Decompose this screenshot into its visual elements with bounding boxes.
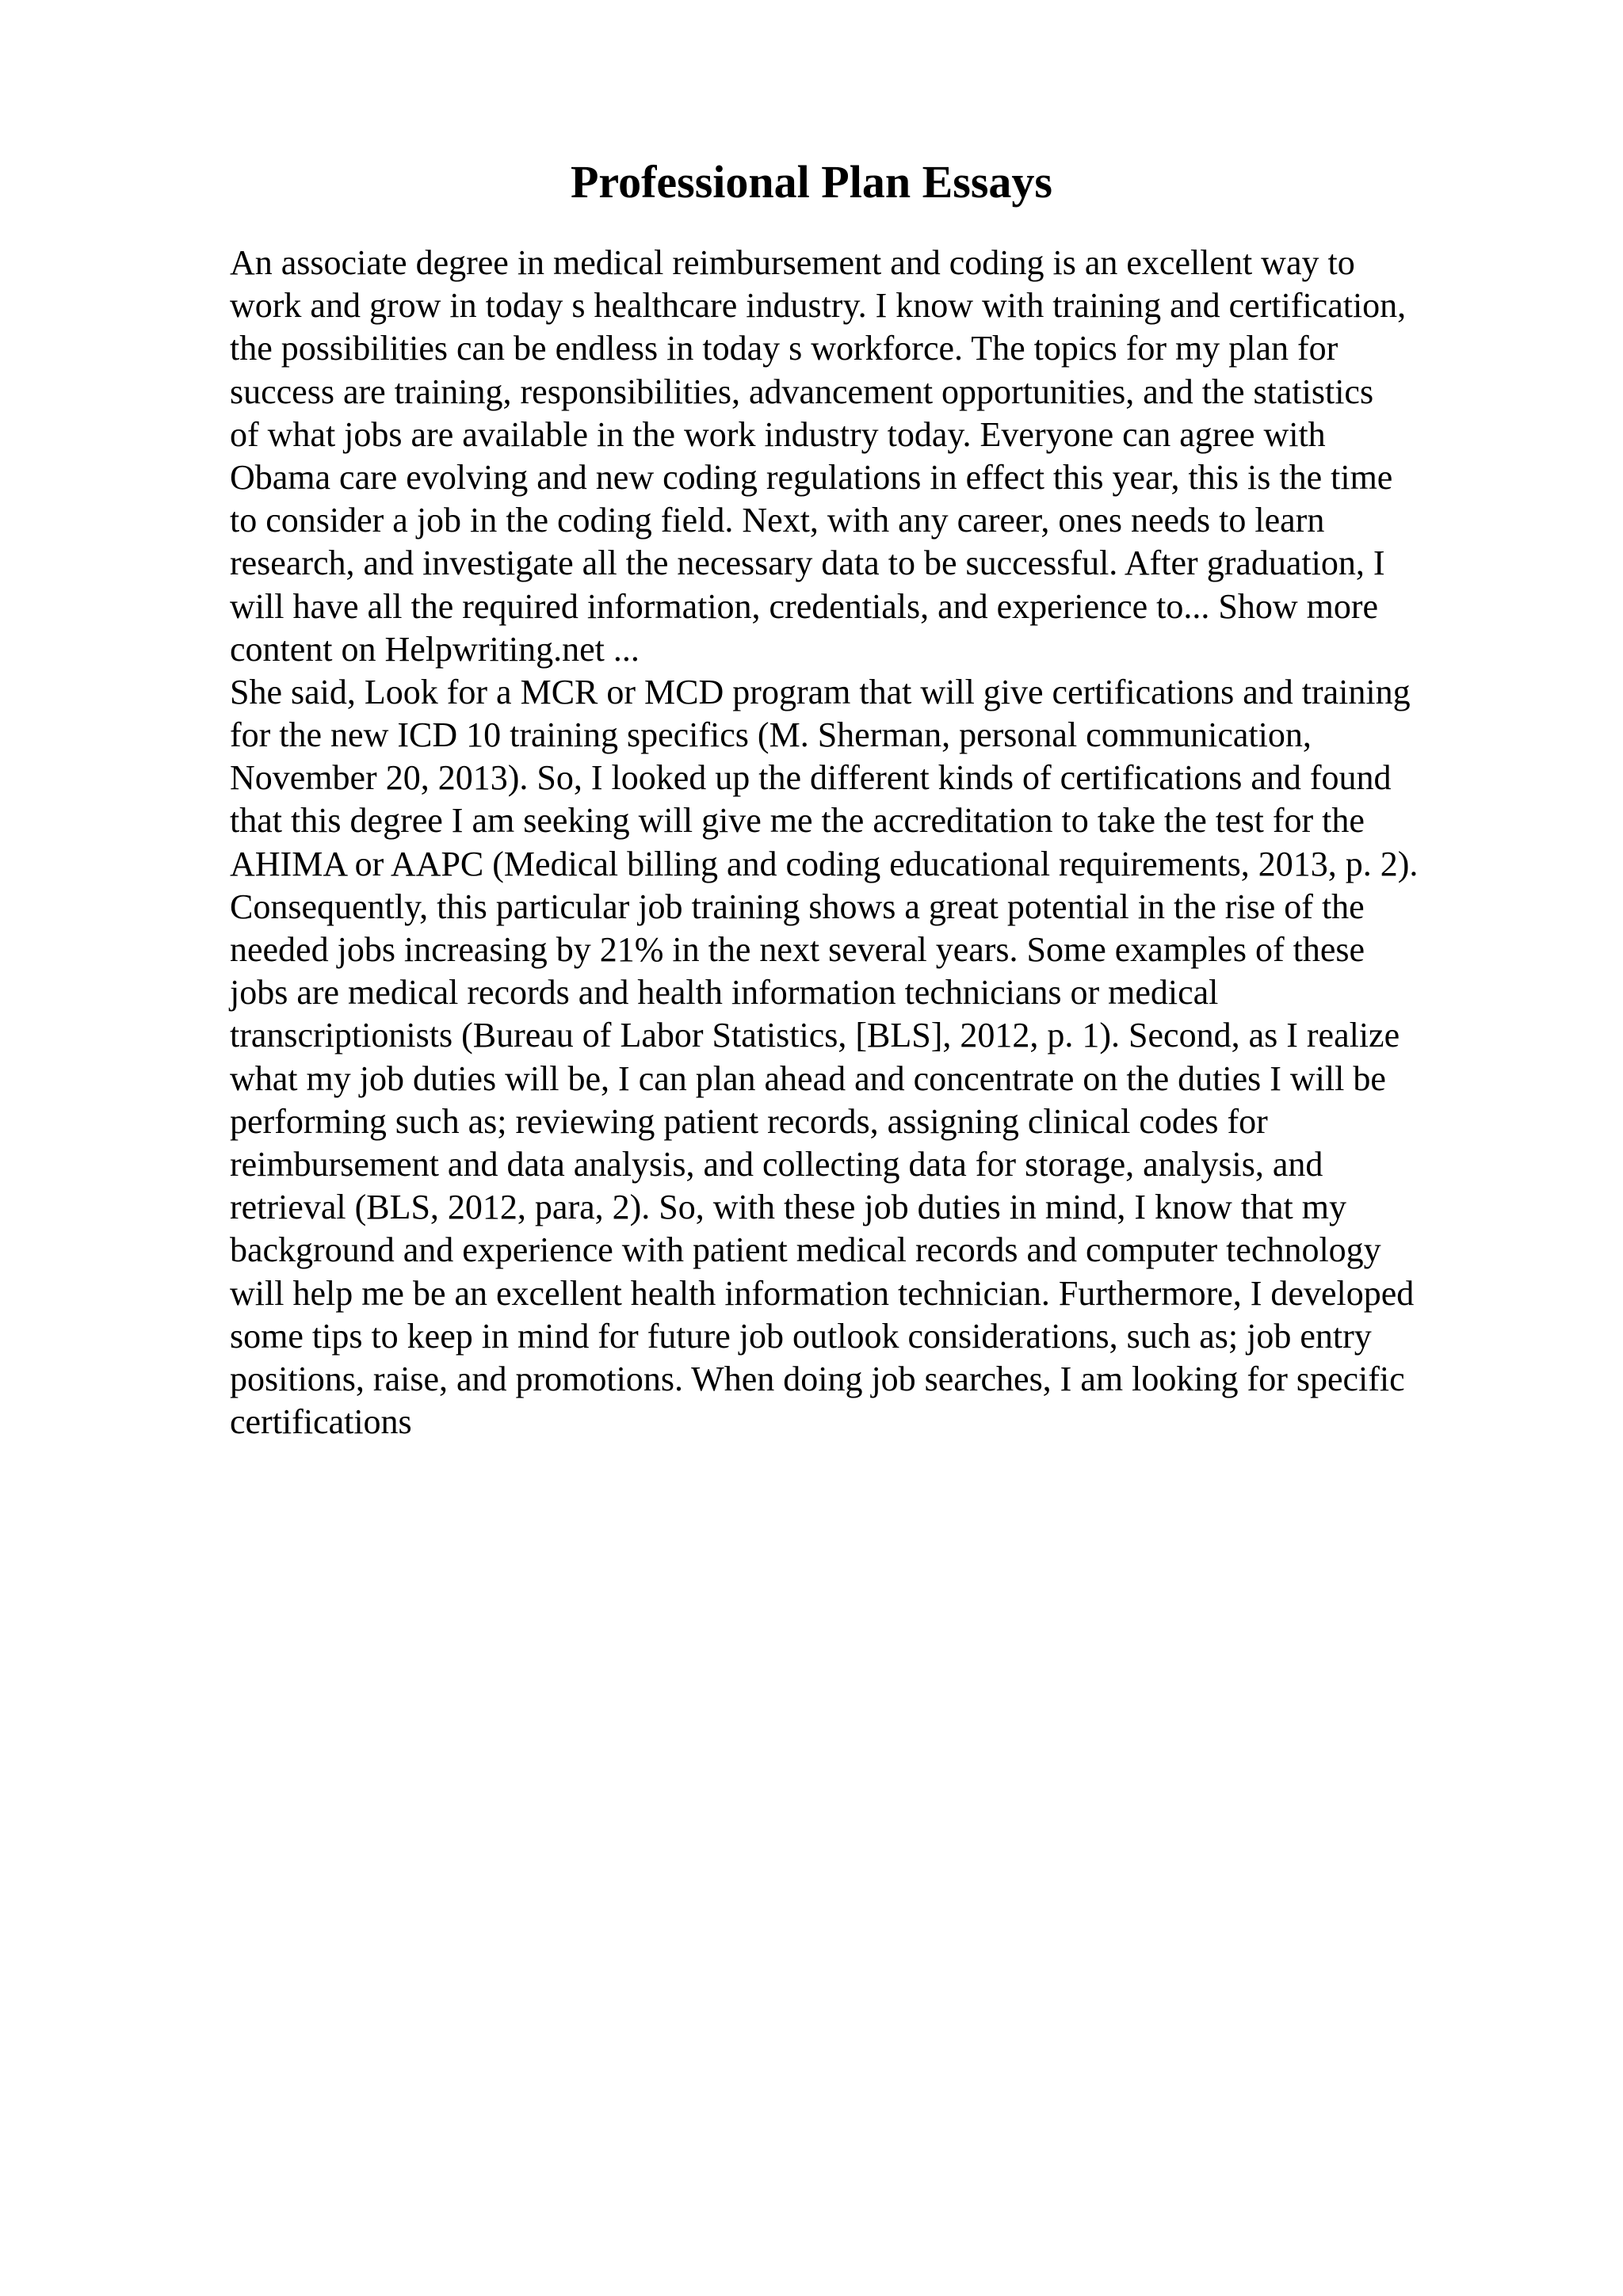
essay-line: needed jobs increasing by 21% in the next several years. Some examples of these <box>230 930 1365 969</box>
essay-line: for the new ICD 10 training specifics (M. Sherman, personal communication, <box>230 715 1312 755</box>
essay-line: Consequently, this particular job training shows a great potential in the rise of the <box>230 887 1365 926</box>
essay-line: AHIMA or AAPC (Medical billing and coding educational requirements, 2013, p. 2). <box>230 844 1419 883</box>
essay-line: work and grow in today s healthcare industry. I know with training and certification, <box>230 286 1407 326</box>
essay-line: Obama care evolving and new coding regulations in effect this year, this is the time <box>230 457 1393 497</box>
essay-line: some tips to keep in mind for future job outlook considerations, such as; job entry <box>230 1316 1372 1356</box>
essay-line: of what jobs are available in the work industry today. Everyone can agree with <box>230 414 1326 454</box>
essay-line: content on Helpwriting.net ... <box>230 629 640 669</box>
essay-line: certifications <box>230 1402 412 1442</box>
essay-line: the possibilities can be endless in today s workforce. The topics for my plan for <box>230 329 1338 368</box>
essay-line: success are training, responsibilities, advancement opportunities, and the statistics <box>230 372 1374 411</box>
essay-line: background and experience with patient medical records and computer technology <box>230 1230 1381 1270</box>
essay-line: reimbursement and data analysis, and collecting data for storage, analysis, and <box>230 1144 1323 1184</box>
page-title: Professional Plan Essays <box>570 156 1052 208</box>
essay-line: what my job duties will be, I can plan ahead and concentrate on the duties I will be <box>230 1058 1386 1098</box>
essay-line: performing such as; reviewing patient records, assigning clinical codes for <box>230 1101 1268 1141</box>
essay-line: transcriptionists (Bureau of Labor Statistics, [BLS], 2012, p. 1). Second, as I realize <box>230 1016 1400 1055</box>
essay-line: that this degree I am seeking will give me the accreditation to take the test for the <box>230 801 1365 841</box>
essay-line: An associate degree in medical reimbursement and coding is an excellent way to <box>230 243 1355 282</box>
essay-line: research, and investigate all the necessary data to be successful. After graduation, I <box>230 543 1385 583</box>
essay-line: November 20, 2013). So, I looked up the different kinds of certifications and found <box>230 758 1392 798</box>
essay-line: will help me be an excellent health information technician. Furthermore, I developed <box>230 1273 1415 1313</box>
essay-line: She said, Look for a MCR or MCD program that will give certifications and training <box>230 672 1411 711</box>
essay-line: will have all the required information, credentials, and experience to... Show more <box>230 586 1379 626</box>
essay-line: positions, raise, and promotions. When doing job searches, I am looking for specific <box>230 1359 1405 1398</box>
essay-line: jobs are medical records and health information technicians or medical <box>230 973 1219 1013</box>
essay-line: retrieval (BLS, 2012, para, 2). So, with these job duties in mind, I know that my <box>230 1188 1347 1227</box>
essay-body <box>230 242 1623 1444</box>
essay-line: to consider a job in the coding field. Next, with any career, ones needs to learn <box>230 501 1325 540</box>
